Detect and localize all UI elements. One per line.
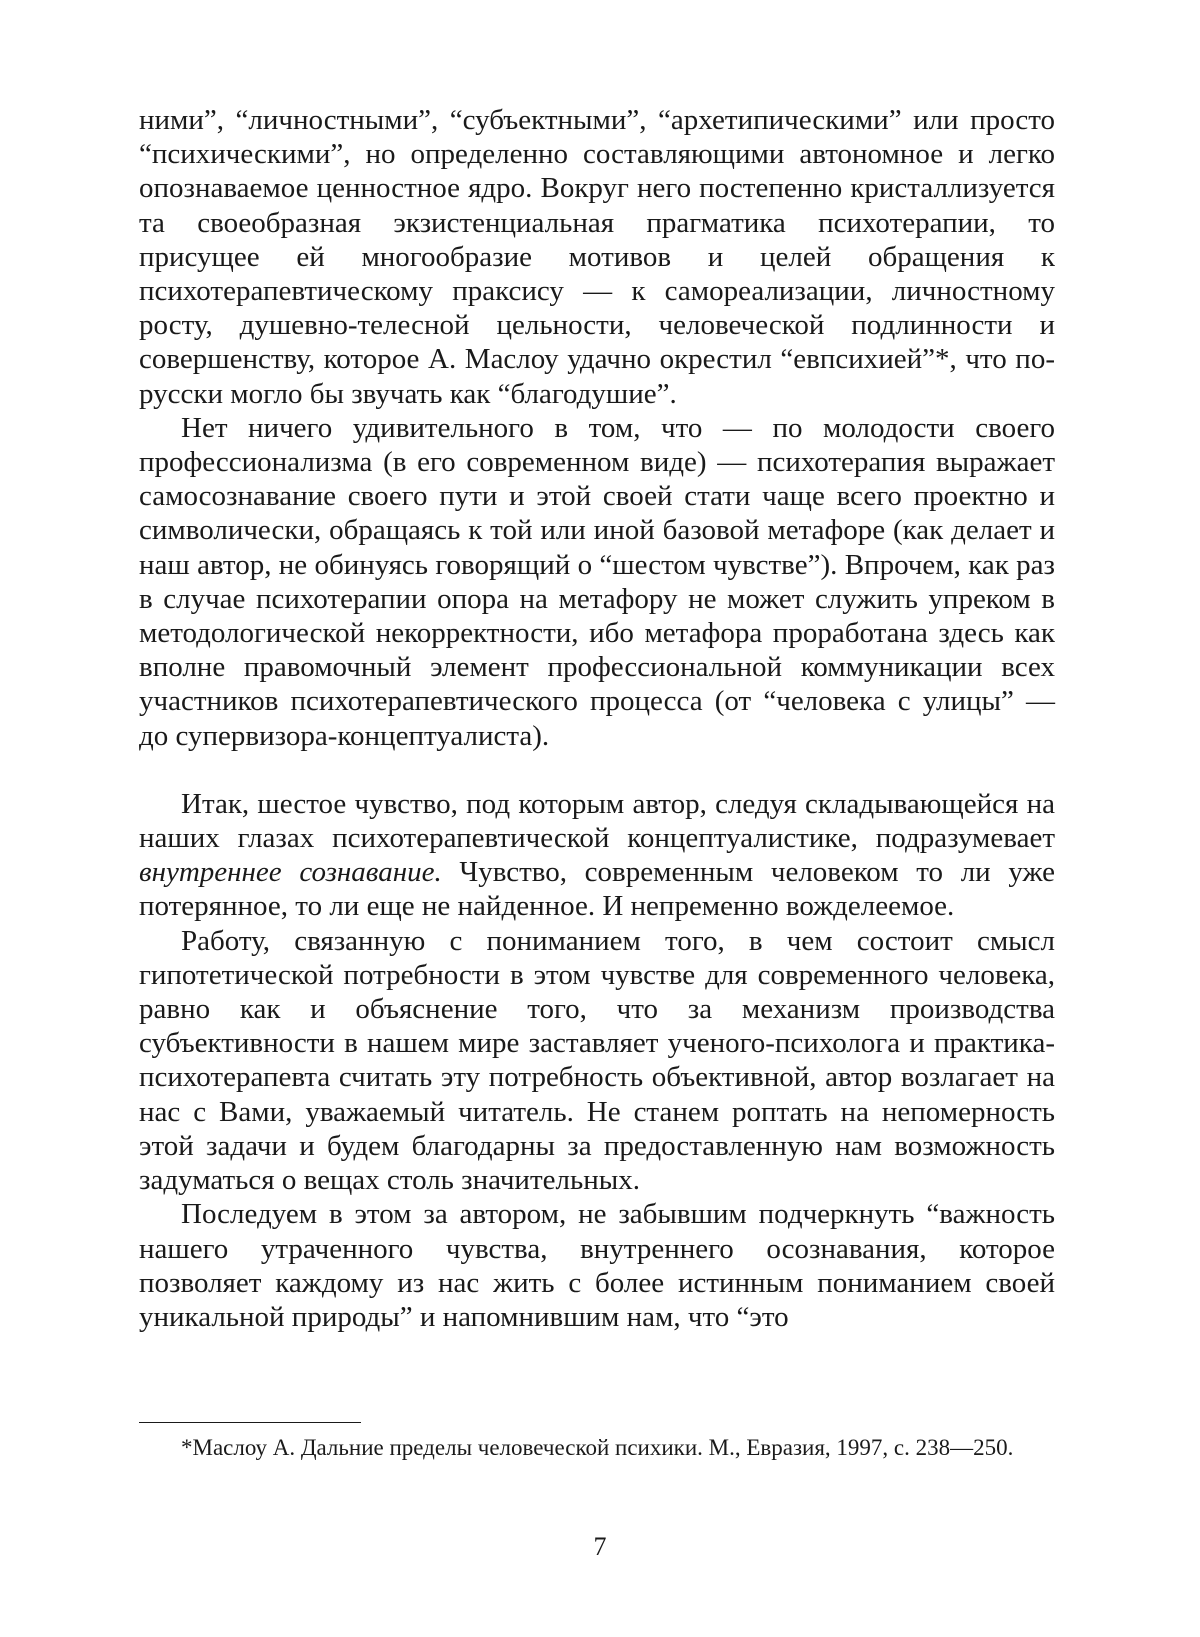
paragraph-continued: ними”, “личностными”, “субъектными”, “архетипическими” или просто “психическими”, но определенно составляющими автономное и легко опознаваемое ценностное ядро. Вокруг него постепенно кристаллизуется та своеобразная экзистенциальная прагматика психотерапии, то присущее ей многообразие мотивов и целей обращения к психотерапевтическому праксису — к самореализации, личностному росту, душевно-телесной цельности, человеческой подлинности и совершенству, которое А. Маслоу удачно окрестил “евпсихией”*, что по-русски могло бы звучать как “благодушие”. [139,103,1055,411]
paragraph-sixth-sense-end: Чувство, современным человеком то ли уже потерянное, то ли еще не найденное. И непременно вожделеемое. [139,856,1055,922]
footnote-divider [139,1422,361,1423]
paragraph-sixth-sense-start: Итак, шестое чувство, под которым автор, следуя складывающейся на наших глазах психотерапевтической концептуалистике, подразумевает [139,788,1055,854]
paragraph-follow-author: Последуем в этом за автором, не забывшим подчеркнуть “важность нашего утраченного чувства, внутреннего осознавания, которое позволяет каждому из нас жить с более истинным пониманием своей уникальной природы” и напомнившим нам, что “это [139,1197,1055,1334]
paragraph-sixth-sense [139,787,1055,924]
page-number: 7 [0,1532,1200,1562]
page-body [139,103,1055,1334]
paragraph-metaphor: Нет ничего удивительного в том, что — по молодости своего профессионализма (в его современном виде) — психотерапия выражает самосознавание своего пути и этой своей стати чаще всего проектно и символически, обращаясь к той или иной базовой метафоре (как делает и наш автор, не обинуясь говорящий о “шестом чувстве”). Впрочем, как раз в случае психотерапии опора на метафору не может служить упреком в методологической некорректности, ибо метафора проработана здесь как вполне правомочный элемент профессиональной коммуникации всех участников психотерапевтического процесса (от “человека с улицы” — до супервизора-концептуалиста). [139,411,1055,753]
paragraph-work: Работу, связанную с пониманием того, в чем состоит смысл гипотетической потребности в этом чувстве для современного человека, равно как и объяснение того, что за механизм производства субъективности в нашем мире заставляет ученого-психолога и практика-психотерапевта считать эту потребность объективной, автор возлагает на нас с Вами, уважаемый читатель. Не станем роптать на непомерность этой задачи и будем благодарны за предоставленную нам возможность задуматься о вещах столь значительных. [139,924,1055,1198]
main-text [139,103,1055,1334]
footnote: *Маслоу А. Дальние пределы человеческой психики. М., Евразия, 1997, с. 238—250. [139,1433,1055,1462]
emphasized-term: внутреннее сознавание. [139,856,442,888]
